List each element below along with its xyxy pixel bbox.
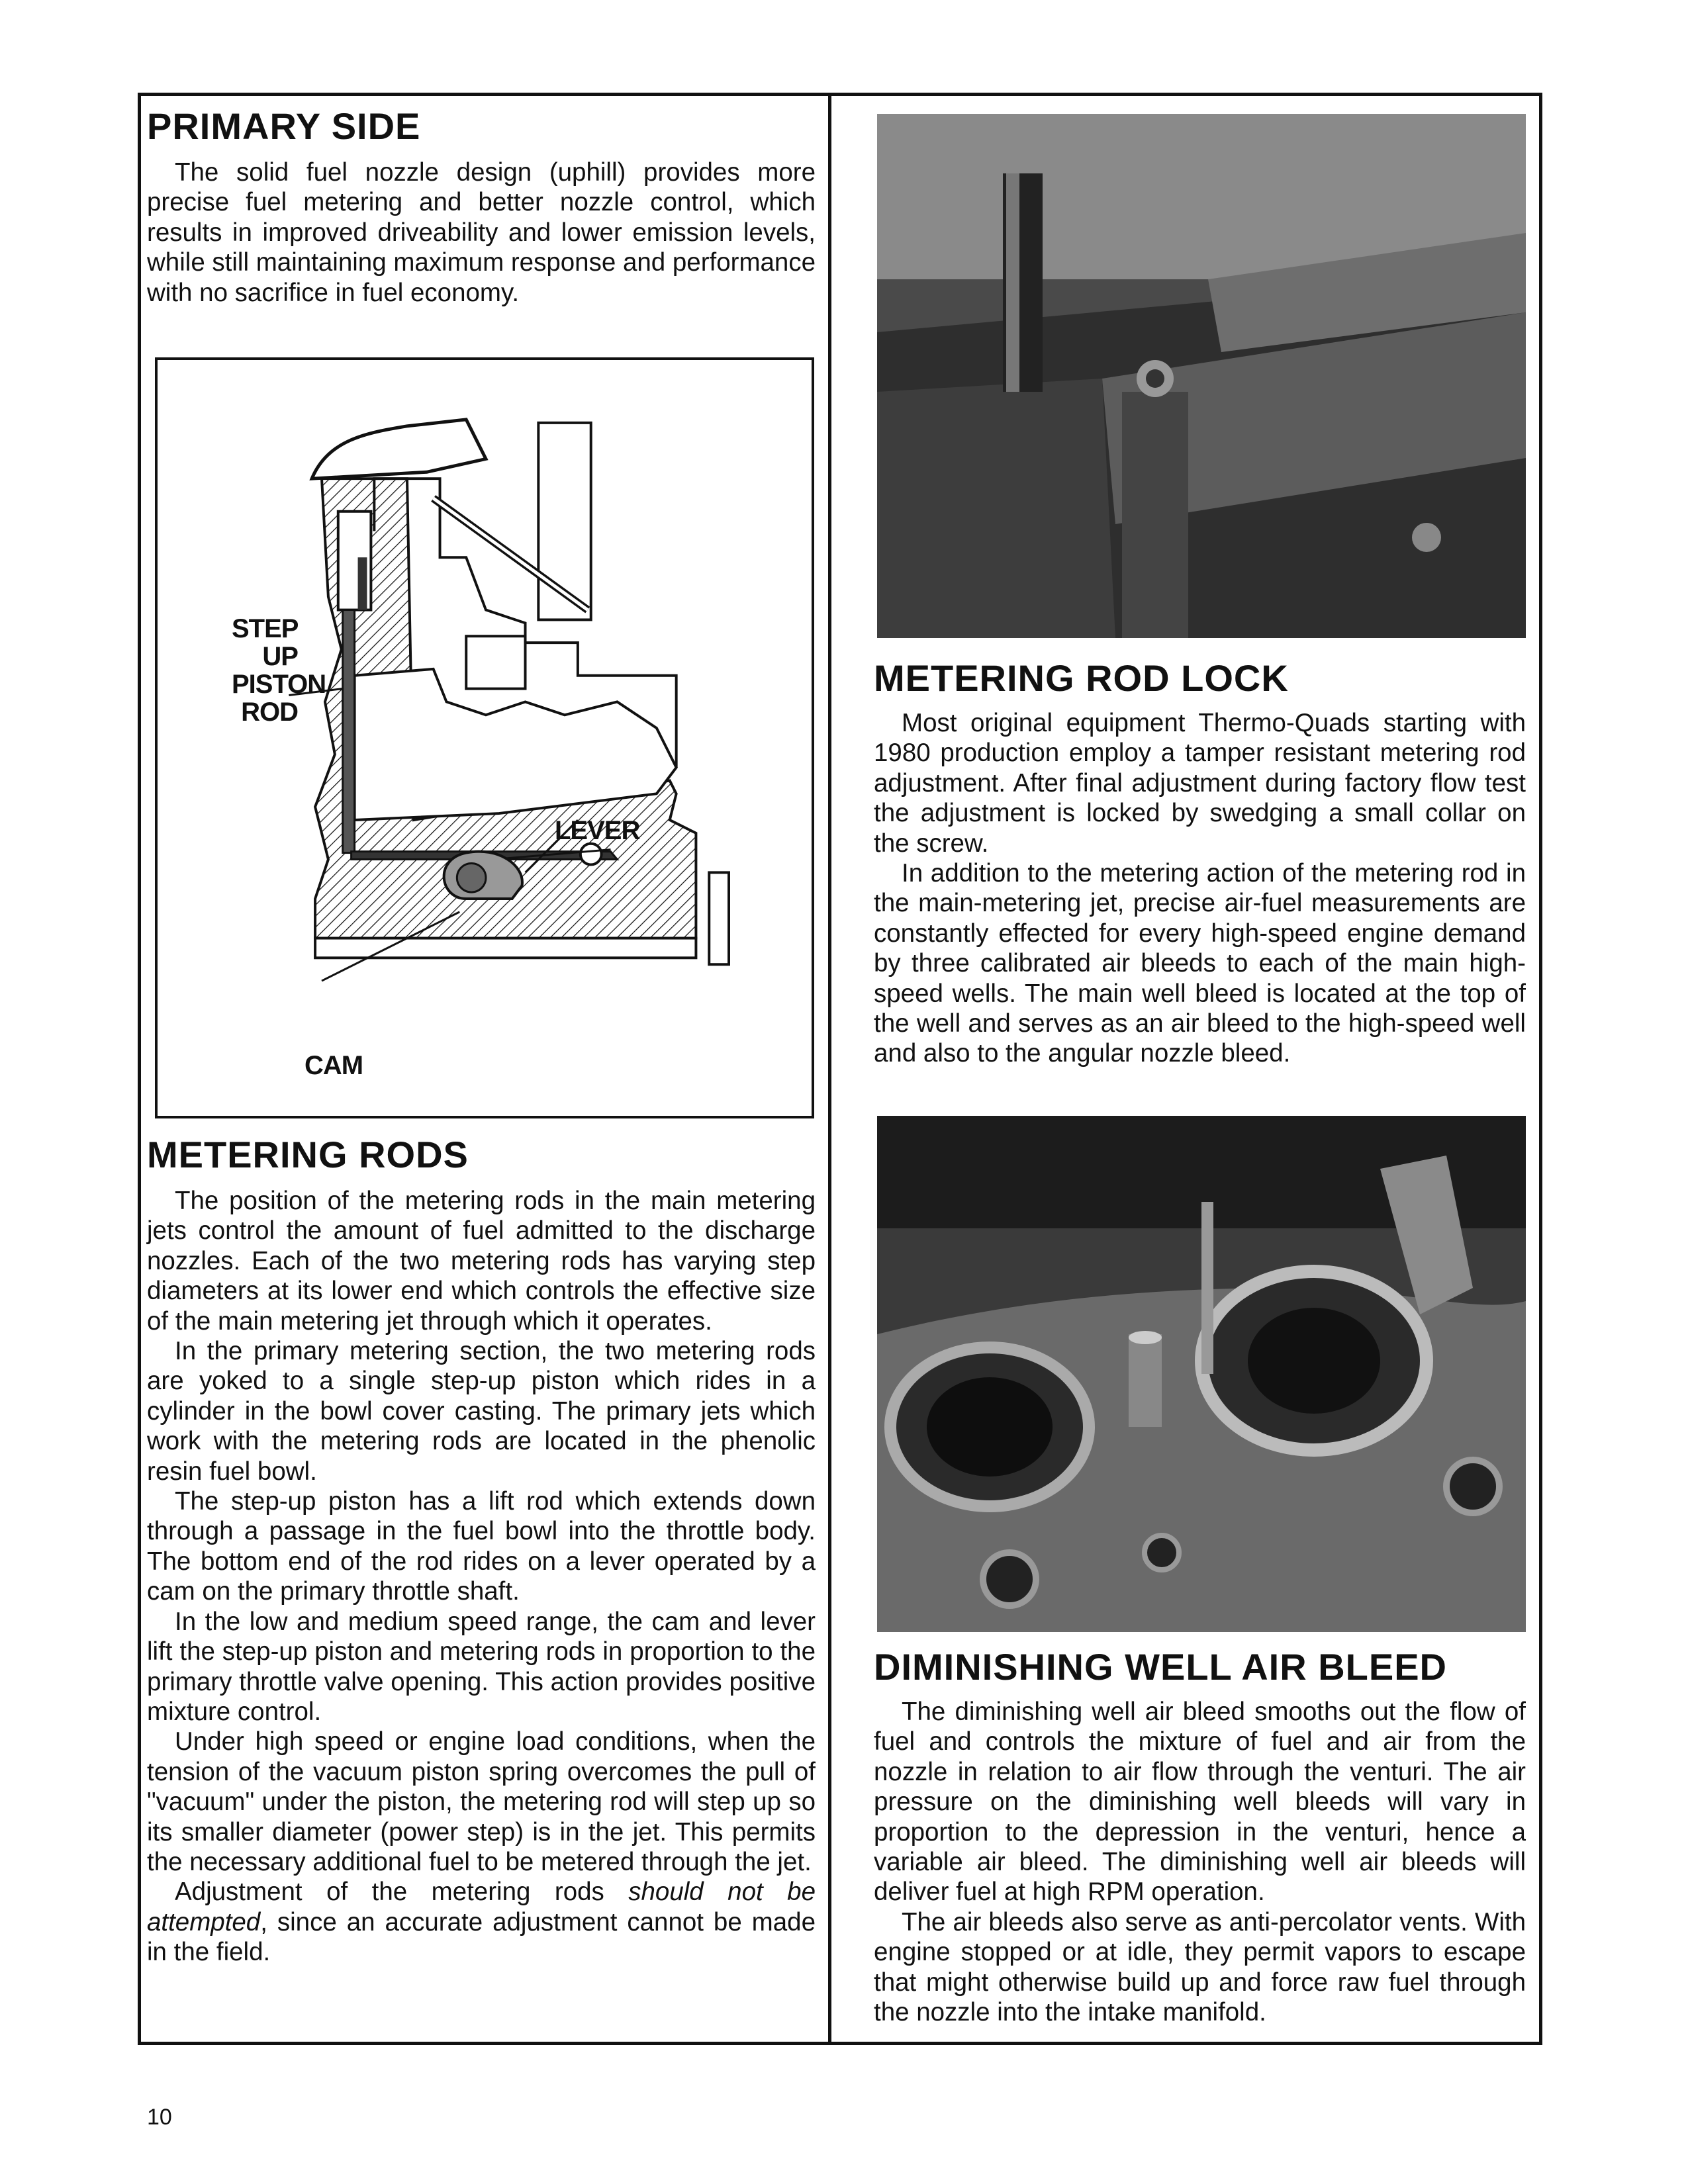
heading-metering-rods: METERING RODS — [147, 1134, 469, 1175]
section-primary-side — [147, 105, 816, 308]
label-line: UP — [262, 642, 298, 671]
paragraph-caution — [147, 1877, 816, 1967]
photo-metering-rod-lock — [877, 114, 1526, 638]
section-metering-rods — [147, 1133, 816, 1968]
label-line: ROD — [241, 698, 298, 727]
paragraph: The position of the metering rods in the main metering jets control the amount of fuel admitted to the discharge nozzles. Each of the two metering rods has varying step diameters at its lower end which controls the effective size of the main metering jet through which it operates. — [147, 1187, 816, 1336]
column-divider — [828, 93, 831, 2045]
paragraph: In the low and medium speed range, the cam and lever lift the step-up piston and metering rods in proportion to the primary throttle valve opening. This action provides positive mixture control. — [147, 1607, 816, 1726]
photo-main-wells — [877, 1116, 1526, 1632]
label-cam: CAM — [305, 1051, 363, 1080]
paragraph: Most original equipment Thermo-Quads starting with 1980 production employ a tamper resistant metering rod adjustment. After final adjustment during factory flow test the adjustment is locked by swedging a small collar on the screw. — [874, 709, 1526, 858]
paragraph: The diminishing well air bleed smooths out the flow of fuel and controls the mixture of fuel and air from the nozzle in relation to air flow through the venturi. The air pressure on the diminishing well bleeds will vary in proportion to the depression in the venturi, hence a variable air bleed. The diminishing well air bleeds will deliver fuel at high RPM operation. — [874, 1698, 1526, 1907]
heading-diminishing-well-air-bleed: DIMINISHING WELL AIR BLEED — [874, 1646, 1447, 1688]
paragraph: The step-up piston has a lift rod which extends down through a passage in the fuel bowl into the throttle body. The bottom end of the rod rides on a lever operated by a cam on the primary throttle shaft. — [147, 1487, 816, 1606]
label-line: PISTON — [232, 670, 326, 699]
label-step-up-piston-rod — [232, 614, 326, 727]
label-lever: LEVER — [555, 816, 640, 845]
text-run: , since an accurate adjustment cannot be made in the field. — [147, 1907, 816, 1967]
carburetor-cutaway-drawing — [158, 360, 812, 1116]
heading-primary-side: PRIMARY SIDE — [147, 105, 421, 147]
paragraph: In the primary metering section, the two metering rods are yoked to a single step-up piston which rides in a cylinder in the bowl cover casting. The primary jets which work with the metering rods are located in the phenolic resin fuel bowl. — [147, 1337, 816, 1486]
label-line: STEP — [232, 614, 299, 643]
emphasis-text: should not be attempted — [147, 1878, 816, 1936]
step-up-piston-diagram — [155, 357, 814, 1118]
text-run: Adjustment of the metering rods — [175, 1878, 629, 1907]
paragraph: In addition to the metering action of the metering rod in the main-metering jet, precise air-fuel measurements are constantly effected for every high-speed engine demand by three calibrated air bleeds to each of the main high-speed wells. The main well bleed is located at the top of the well and serves as an air bleed to the high-speed well and also to the angular nozzle bleed. — [874, 859, 1526, 1068]
section-diminishing-well-air-bleed — [874, 1645, 1526, 2027]
heading-metering-rod-lock: METERING ROD LOCK — [874, 657, 1289, 699]
paragraph: Under high speed or engine load conditions, when the tension of the vacuum piston spring overcomes the pull of "vacuum" under the piston, the metering rod will step up so its smaller diameter (power step) is in the jet. This permits the necessary additional fuel to be metered through the jet. — [147, 1727, 816, 1876]
paragraph: The air bleeds also serve as anti-percolator vents. With engine stopped or at idle, they permit vapors to escape that might otherwise build up and force raw fuel through the nozzle into the intake manifold. — [874, 1907, 1526, 2027]
section-metering-rod-lock — [874, 657, 1526, 1069]
page-number: 10 — [147, 2105, 172, 2130]
paragraph: The solid fuel nozzle design (uphill) provides more precise fuel metering and better nozzle control, which results in improved driveability and lower emission levels, while still maintaining maximum response and performance with no sacrifice in fuel economy. — [147, 158, 816, 307]
